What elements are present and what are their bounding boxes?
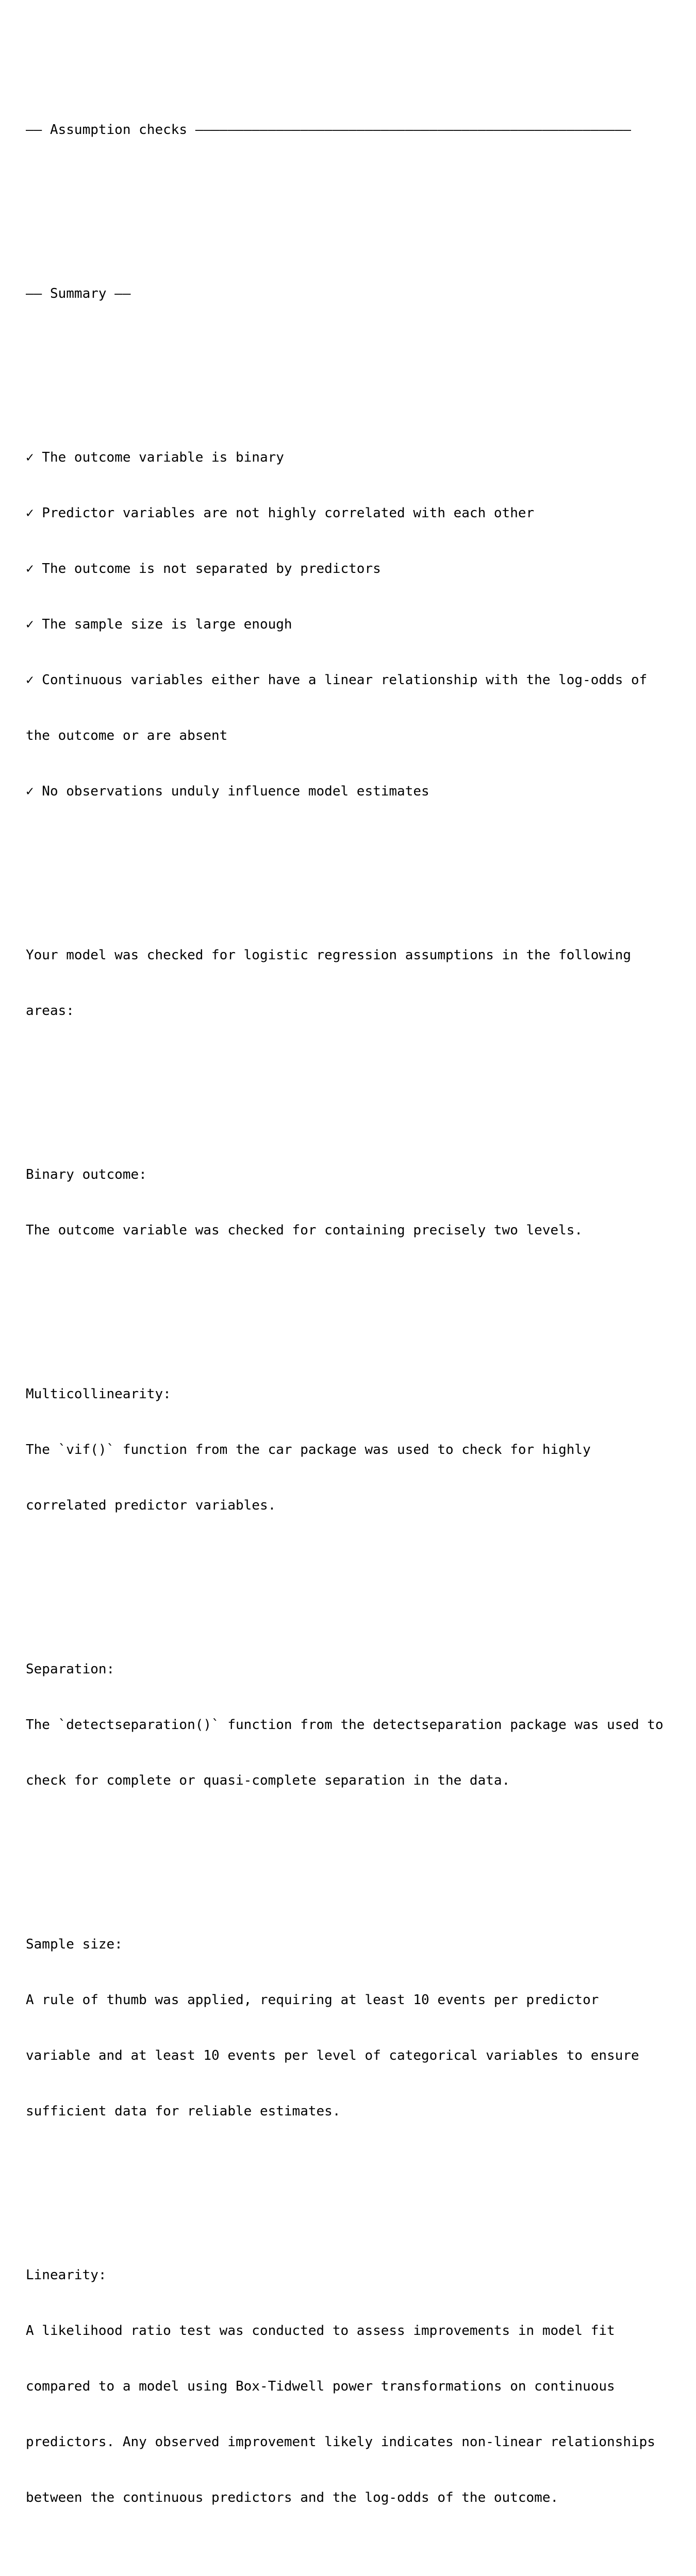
binary-outcome-text: The outcome variable was checked for containing precisely two levels. <box>26 1223 583 1238</box>
sample-size-paragraph <box>26 1898 675 2158</box>
multicollinearity-text: correlated predictor variables. <box>26 1498 276 1513</box>
sample-size-heading: Sample size: <box>26 1937 123 1952</box>
multicollinearity-heading: Multicollinearity: <box>26 1386 171 1402</box>
check-item-linearity-wrap: the outcome or are absent <box>26 728 228 743</box>
linearity-heading: Linearity: <box>26 2267 107 2283</box>
heading-rule-text: —— Assumption checks —————————————————————————————————————————————————————— <box>26 122 631 138</box>
separation-heading: Separation: <box>26 1662 115 1677</box>
sample-size-text: A rule of thumb was applied, requiring at least 10 events per predictor <box>26 1992 599 2008</box>
subheading-rule-text: —— Summary —— <box>26 286 131 301</box>
intro-line: Your model was checked for logistic regression assumptions in the following <box>26 947 631 963</box>
separation-text: The `detectseparation()` function from the detectseparation package was used to <box>26 1717 664 1733</box>
multicollinearity-text: The `vif()` function from the car package was used to check for highly <box>26 1442 591 1458</box>
check-item-multicollinearity: ✓ Predictor variables are not highly correlated with each other <box>26 505 535 521</box>
linearity-text: compared to a model using Box-Tidwell power transformations on continuous <box>26 2379 615 2394</box>
sample-size-text: variable and at least 10 events per level of categorical variables to ensure <box>26 2048 639 2063</box>
linearity-text: predictors. Any observed improvement likely indicates non-linear relationships <box>26 2434 655 2450</box>
sample-size-text: sufficient data for reliable estimates. <box>26 2104 341 2119</box>
assumption-checks-report <box>26 28 675 2576</box>
linearity-text: A likelihood ratio test was conducted to assess improvements in model fit <box>26 2323 615 2338</box>
separation-text: check for complete or quasi-complete separation in the data. <box>26 1773 510 1788</box>
check-item-separation: ✓ The outcome is not separated by predictors <box>26 561 381 577</box>
intro-line: areas: <box>26 1003 74 1019</box>
check-item-binary: ✓ The outcome variable is binary <box>26 450 284 465</box>
separation-paragraph <box>26 1623 675 1827</box>
linearity-paragraph <box>26 2229 675 2544</box>
check-item-sample-size: ✓ The sample size is large enough <box>26 617 292 632</box>
summary-checklist <box>26 411 675 838</box>
check-item-linearity: ✓ Continuous variables either have a linear relationship with the log-odds of <box>26 672 648 688</box>
section-heading-assumption-checks <box>26 83 675 176</box>
section-heading-summary <box>26 247 675 340</box>
binary-outcome-heading: Binary outcome: <box>26 1167 147 1182</box>
intro-paragraph <box>26 909 675 1057</box>
linearity-text: between the continuous predictors and the log-odds of the outcome. <box>26 2490 559 2505</box>
check-item-influential: ✓ No observations unduly influence model estimates <box>26 784 429 799</box>
binary-outcome-paragraph <box>26 1128 675 1277</box>
multicollinearity-paragraph <box>26 1348 675 1552</box>
